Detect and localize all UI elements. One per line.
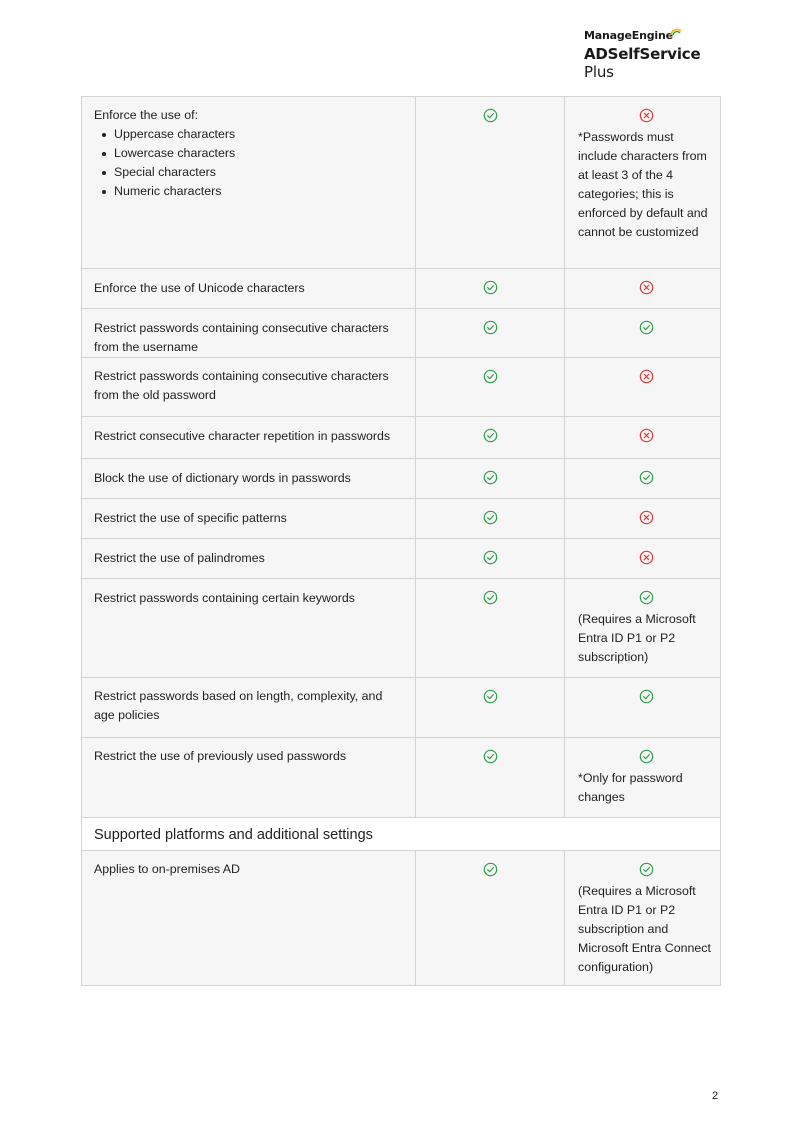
table-row: [82, 358, 721, 417]
check-circle-icon: [416, 320, 564, 336]
col2-cell: [565, 459, 721, 499]
check-circle-icon: [416, 280, 564, 296]
col1-cell: [416, 459, 565, 499]
cross-circle-icon: [578, 369, 714, 385]
cross-circle-icon: [578, 428, 714, 444]
col2-cell: [565, 269, 721, 309]
comparison-table: [81, 96, 721, 986]
feature-cell: Restrict the use of previously used passwords: [82, 738, 416, 818]
list-item: Special characters: [94, 163, 405, 182]
check-circle-icon: [416, 862, 564, 878]
cross-circle-icon: [578, 510, 714, 526]
check-circle-icon: [416, 749, 564, 765]
section-title: Supported platforms and additional settings: [82, 818, 721, 851]
col1-cell: [416, 417, 565, 459]
list-item: Uppercase characters: [94, 125, 405, 144]
cross-circle-icon: [578, 550, 714, 566]
col1-cell: [416, 738, 565, 818]
col2-cell: [565, 358, 721, 417]
col1-cell: [416, 579, 565, 678]
feature-cell: Restrict passwords containing consecutive characters from the username: [82, 309, 416, 358]
col1-cell: [416, 358, 565, 417]
brand-logo: [584, 26, 734, 81]
table-row: [82, 539, 721, 579]
check-circle-icon: [416, 590, 564, 606]
feature-cell: Restrict passwords containing certain keywords: [82, 579, 416, 678]
col2-cell: [565, 579, 721, 678]
check-circle-icon: [416, 369, 564, 385]
feature-cell: Restrict consecutive character repetition in passwords: [82, 417, 416, 459]
list-item: Lowercase characters: [94, 144, 405, 163]
check-circle-icon: [416, 510, 564, 526]
table-row: [82, 678, 721, 738]
col1-cell: [416, 851, 565, 986]
check-circle-icon: [416, 108, 564, 124]
col2-note: (Requires a Microsoft Entra ID P1 or P2 subscription and Microsoft Entra Connect configuration): [578, 884, 711, 974]
cross-circle-icon: [578, 108, 714, 124]
feature-cell: Restrict passwords based on length, complexity, and age policies: [82, 678, 416, 738]
col2-cell: [565, 539, 721, 579]
table-row: [82, 499, 721, 539]
check-circle-icon: [416, 550, 564, 566]
check-circle-icon: [578, 749, 714, 765]
table-row: [82, 851, 721, 986]
feature-label: Enforce the use of:: [94, 108, 199, 122]
col2-cell: [565, 309, 721, 358]
col2-cell: [565, 851, 721, 986]
table-row: [82, 269, 721, 309]
col2-note: *Only for password changes: [578, 771, 683, 804]
col1-cell: [416, 269, 565, 309]
feature-cell: [82, 97, 416, 269]
col2-cell: [565, 97, 721, 269]
brand-top-text: ManageEngine: [584, 29, 673, 42]
col2-cell: [565, 499, 721, 539]
table-row: [82, 738, 721, 818]
col2-note: *Passwords must include characters from at least 3 of the 4 categories; this is enforced by default and cannot be customized: [578, 130, 708, 239]
table-row: [82, 579, 721, 678]
col1-cell: [416, 678, 565, 738]
cross-circle-icon: [578, 280, 714, 296]
feature-cell: Block the use of dictionary words in passwords: [82, 459, 416, 499]
feature-cell: Restrict the use of specific patterns: [82, 499, 416, 539]
check-circle-icon: [416, 470, 564, 486]
table-row: [82, 459, 721, 499]
list-item: Numeric characters: [94, 182, 405, 201]
check-circle-icon: [578, 320, 714, 336]
check-circle-icon: [578, 689, 714, 705]
check-circle-icon: [578, 470, 714, 486]
col1-cell: [416, 499, 565, 539]
section-header-row: [82, 818, 721, 851]
col2-cell: [565, 417, 721, 459]
col2-note: (Requires a Microsoft Entra ID P1 or P2 subscription): [578, 612, 696, 664]
feature-cell: Applies to on-premises AD: [82, 851, 416, 986]
table-row: [82, 309, 721, 358]
bullet-list: [94, 125, 405, 201]
feature-cell: Restrict the use of palindromes: [82, 539, 416, 579]
col2-cell: [565, 738, 721, 818]
col1-cell: [416, 539, 565, 579]
check-circle-icon: [578, 862, 714, 878]
check-circle-icon: [416, 689, 564, 705]
col1-cell: [416, 309, 565, 358]
table-row: [82, 97, 721, 269]
brand-product-name: ADSelfService Plus: [584, 45, 701, 81]
feature-cell: Enforce the use of Unicode characters: [82, 269, 416, 309]
feature-cell: Restrict passwords containing consecutive characters from the old password: [82, 358, 416, 417]
page-number: 2: [712, 1090, 719, 1102]
col1-cell: [416, 97, 565, 269]
check-circle-icon: [578, 590, 714, 606]
col2-cell: [565, 678, 721, 738]
check-circle-icon: [416, 428, 564, 444]
table-row: [82, 417, 721, 459]
brand-arc-icon: [670, 27, 682, 36]
